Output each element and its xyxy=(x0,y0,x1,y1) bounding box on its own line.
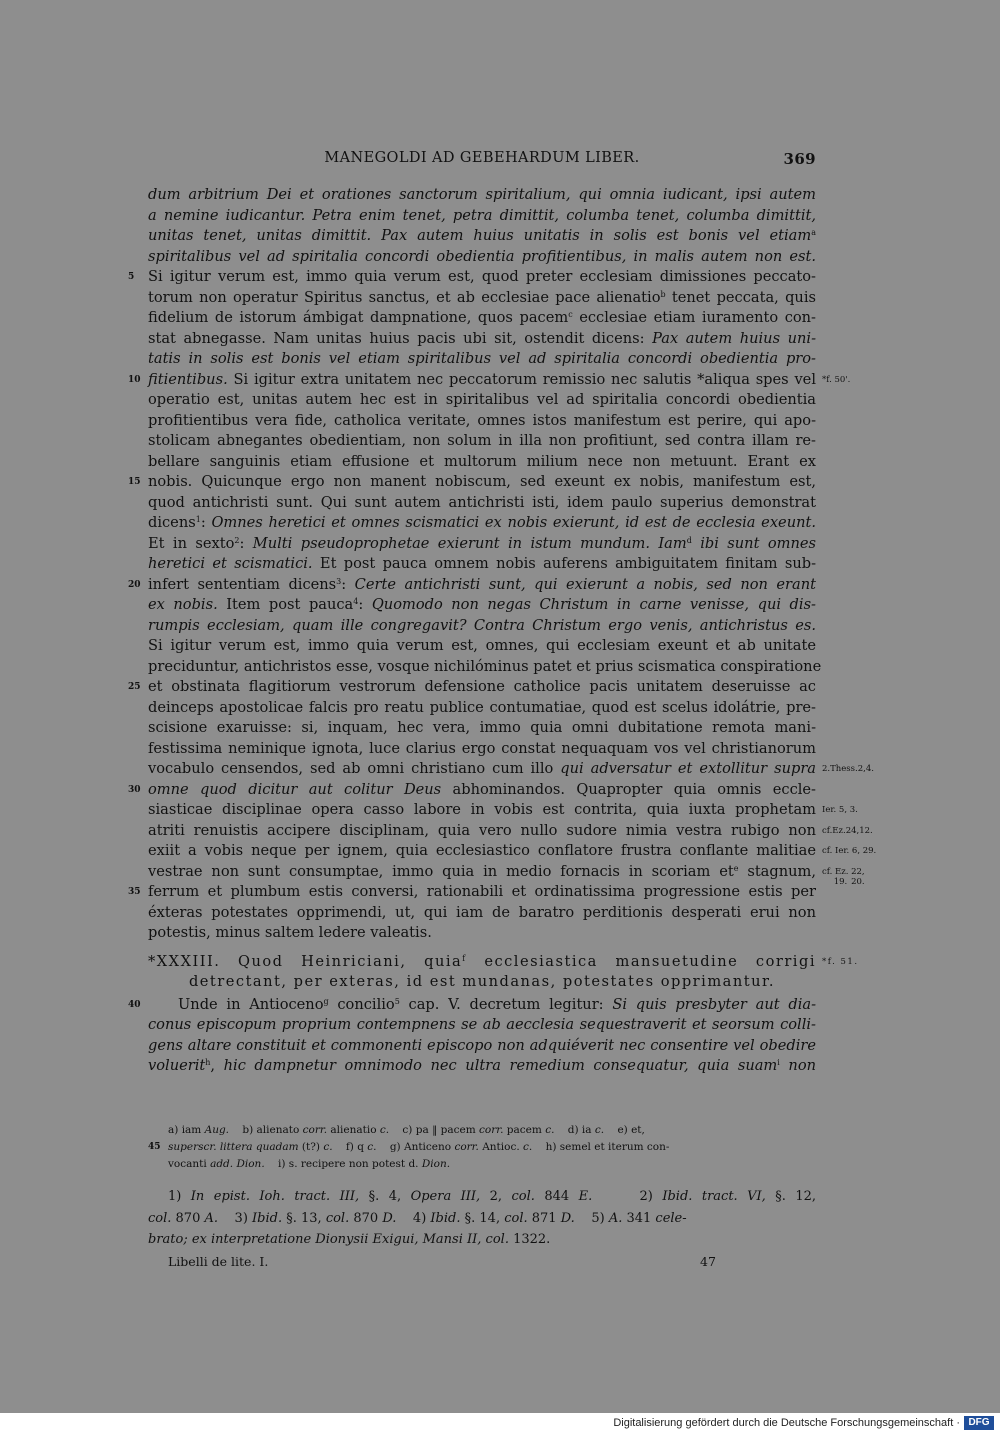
line-text: nobis. Quicunque ergo non manent nobiscum, sed exeunt ex nobis, manifestum est, xyxy=(148,473,816,490)
apparatus-line xyxy=(168,1122,816,1139)
apparatus-line xyxy=(168,1156,816,1173)
text-line xyxy=(148,821,873,842)
line-text: ex nobis. Item post pauca$^4$: Quomodo non negas Christum in carne venisse, qui dis- xyxy=(148,596,816,613)
running-title: MANEGOLDI AD GEBEHARDUM LIBER. xyxy=(324,150,640,166)
line-text: detrectant, per exteras, id est mundanas, potestates opprimantur. xyxy=(188,973,776,990)
line-text: brato; ex interpretatione Dionysii Exigui, Mansi II, col. 1322. xyxy=(148,1232,551,1247)
margin-reference: *f. 50'. xyxy=(822,374,851,385)
signature-number: 47 xyxy=(700,1254,716,1269)
text-line xyxy=(128,780,816,801)
line-number: 10 xyxy=(128,374,141,385)
line-text: deinceps apostolicae falcis pro reatu publice contumatiae, quod est scelus idolátrie, pre- xyxy=(148,698,816,716)
page-number: 369 xyxy=(783,150,816,168)
line-text: unitas tenet, unitas dimittit. Pax autem huius unitatis in solis est bonis vel etiam$^a$ xyxy=(148,227,816,244)
line-text: Et in sexto$^2$: Multi pseudoprophetae exierunt in istum mundum. Iam$^d$ ibi sunt omnes xyxy=(148,534,816,552)
dfg-credit-text: Digitalisierung gefördert durch die Deutsche Forschungsgemeinschaft · xyxy=(613,1417,960,1429)
heading-line xyxy=(148,952,859,973)
footnote-line xyxy=(148,1208,816,1230)
line-text: 1) In epist. Ioh. tract. III, §. 4, Opera III, 2, col. 844 E. 2) Ibid. tract. VI, §. 12, xyxy=(168,1189,817,1204)
text-line xyxy=(148,452,816,473)
text-block-2 xyxy=(128,995,817,1077)
text-line xyxy=(128,995,817,1016)
source-footnotes xyxy=(148,1186,816,1251)
footnote-line xyxy=(148,1186,816,1208)
line-text: a) iam Aug. b) alienato corr. alienatio c. c) pa ‖ pacem corr. pacem c. d) ia c. e) et, xyxy=(168,1124,645,1136)
text-line xyxy=(148,1015,816,1036)
line-text: potestis, minus saltem ledere valeatis. xyxy=(148,924,432,941)
line-text: ferrum et plumbum estis conversi, rationabili et ordinatissima progressione estis per xyxy=(148,883,816,900)
line-text: heretici et scismatici. Et post pauca omnem nobis auferens ambiguitatem finitam sub- xyxy=(148,555,816,572)
text-line xyxy=(148,923,816,944)
line-text: rumpis ecclesiam, quam ille congregavit? Contra Christum ergo venis, antichristus es. xyxy=(148,616,816,634)
line-text: gens altare constituit et commonenti episcopo non adquiéverit nec consentire vel obedire xyxy=(148,1036,816,1054)
line-text: Si igitur verum est, immo quia verum est, quod preter ecclesiam dimissiones peccato- xyxy=(148,268,816,285)
line-number: 25 xyxy=(128,682,141,692)
text-line xyxy=(148,841,877,862)
line-text: omne quod dicitur aut colitur Deus abhominandos. Quapropter quia omnis eccle- xyxy=(148,780,816,798)
line-text: scisione exaruisse: si, inquam, hec vera, immo quia omni dubitatione remota mani- xyxy=(148,719,816,736)
dfg-logo-icon: DFG xyxy=(964,1416,994,1430)
text-block-1 xyxy=(128,185,877,944)
text-line xyxy=(148,431,816,452)
line-text: siasticae disciplinae opera casso labore in vobis est contrita, quia iuxta prophetam xyxy=(148,801,816,818)
text-line xyxy=(148,185,816,206)
line-text: torum non operatur Spiritus sanctus, et ab ecclesiae pace alienatio$^b$ tenet peccata, quis xyxy=(148,288,816,306)
line-text: bellare sanguinis etiam effusione et multorum milium nece non metuunt. Erant ex xyxy=(148,452,816,470)
line-text: spiritalibus vel ad spiritalia concordi obedientia profitientibus, in malis autem non est. xyxy=(148,247,816,265)
line-text: vestrae non sunt consumptae, immo quia in medio fornacis in scoriam $et^e$ stagnum, xyxy=(148,862,816,880)
text-line xyxy=(128,677,816,698)
line-text: infert sententiam dicens$^3$: Certe antichristi sunt, qui exierunt a nobis, sed non erant xyxy=(148,575,816,593)
text-line xyxy=(148,862,865,887)
line-text: quod antichristi sunt. Qui sunt autem antichristi isti, idem paulo superius demonstrat xyxy=(148,493,816,511)
line-text: éxteras potestates opprimendi, ut, qui iam de baratro perditionis desperati erui non xyxy=(148,903,816,921)
line-text: stolicam abnegantes obedientiam, non solum in illa non profitiunt, sed contra illam re- xyxy=(148,432,816,449)
heading-line xyxy=(148,972,816,993)
margin-reference: cf. Ez. 22, 19. 20. xyxy=(822,866,865,887)
margin-reference: cf.Ez.24,12. xyxy=(822,825,873,836)
text-line xyxy=(148,554,816,575)
text-line xyxy=(148,903,816,924)
text-line xyxy=(148,636,816,657)
line-text: superscr. littera quadam (t?) c. f) q c. g) Anticeno corr. Antioc. c. h) semel et iterum con- xyxy=(168,1141,670,1153)
text-line xyxy=(148,349,816,370)
margin-reference: 2.Thess.2,4. xyxy=(822,764,874,774)
line-text: vocabulo censendos, sed ab omni christiano cum illo qui adversatur et extollitur supra xyxy=(148,760,816,777)
text-line xyxy=(148,1056,816,1077)
text-line xyxy=(148,247,816,268)
chapter-heading xyxy=(148,952,859,993)
main-text xyxy=(128,185,877,1077)
text-line xyxy=(148,513,816,534)
line-text: preciduntur, antichristos esse, vosque nichilóminus patet et prius scismatica conspiratione xyxy=(148,657,822,675)
line-number: 20 xyxy=(128,579,141,590)
line-number: 5 xyxy=(128,272,135,282)
text-line xyxy=(148,226,816,247)
line-text: *XXXIII. Quod Heinriciani, quia$^f$ ecclesiastica mansuetudine corrigi xyxy=(148,952,816,970)
line-number: 40 xyxy=(128,999,141,1010)
text-line xyxy=(148,308,816,329)
text-line xyxy=(148,1036,816,1057)
text-line xyxy=(148,206,816,227)
text-line xyxy=(148,595,816,616)
text-line xyxy=(148,718,816,739)
line-text: vocanti add. Dion. i) s. recipere non potest d. Dion. xyxy=(168,1158,451,1170)
line-text: a nemine iudicantur. Petra enim tenet, petra dimittit, columba tenet, columba dimittit, xyxy=(148,206,816,224)
text-line xyxy=(148,698,816,719)
line-text: Unde in Antioceno$^g$ concilio$^5$ cap. V. decretum legitur: Si quis presbyter aut dia- xyxy=(178,995,817,1013)
footnote-line xyxy=(148,1229,816,1251)
text-line xyxy=(148,534,816,555)
line-text: voluerit$^h$, hic dampnetur omnimodo nec ultra remedium consequatur, quia suam$^i$ non xyxy=(148,1057,817,1074)
text-line xyxy=(148,329,816,350)
line-number: 45 xyxy=(148,1142,161,1152)
text-line xyxy=(148,800,858,821)
line-text: fidelium de istorum ámbigat dampnatione, quos pacem$^c$ ecclesiae etiam iuramento con- xyxy=(148,309,816,326)
text-line xyxy=(148,288,816,309)
text-line xyxy=(148,739,816,760)
line-number: 30 xyxy=(128,784,141,795)
line-text: dicens$^1$: Omnes heretici et omnes scismatici ex nobis exierunt, id est de ecclesia exeunt. xyxy=(148,514,816,531)
line-text: fitientibus. Si igitur extra unitatem nec peccatorum remissio nec salutis *aliqua spes vel xyxy=(148,370,816,388)
text-line xyxy=(128,370,851,391)
text-line xyxy=(148,759,874,780)
line-text: col. 870 A. 3) Ibid. §. 13, col. 870 D. 4) Ibid. §. 14, col. 871 D. 5) A. 341 cele- xyxy=(148,1210,687,1226)
signature-title: Libelli de lite. I. xyxy=(168,1254,269,1269)
line-text: exiit a vobis neque per ignem, quia ecclesiastico conflatore frustra conflante malitiae xyxy=(148,842,816,859)
text-line xyxy=(128,575,816,596)
text-line xyxy=(148,411,816,432)
line-text: Si igitur verum est, immo quia verum est, omnes, qui ecclesiam exeunt et ab unitate xyxy=(148,637,816,654)
critical-apparatus xyxy=(148,1122,816,1173)
margin-reference: *f. 51. xyxy=(822,956,859,967)
dfg-footer-bar xyxy=(0,1413,1000,1434)
margin-reference: cf. Ier. 6, 29. xyxy=(822,846,877,856)
text-line xyxy=(148,616,816,637)
line-text: conus episcopum proprium contempnens se ab aecclesia sequestraverit et seorsum colli- xyxy=(148,1016,816,1033)
text-line xyxy=(148,493,816,514)
line-text: et obstinata flagitiorum vestrorum defensione catholice pacis unitatem deseruisse ac xyxy=(148,678,816,695)
margin-reference: Ier. 5, 3. xyxy=(822,805,858,815)
line-text: tatis in solis est bonis vel etiam spiritalibus vel ad spiritalia concordi obedientia pro- xyxy=(148,350,816,367)
line-text: festissima neminique ignota, luce clarius ergo constat nequaquam vos vel christianorum xyxy=(148,739,816,757)
text-line xyxy=(128,882,816,903)
text-line xyxy=(128,472,816,493)
line-number: 35 xyxy=(128,887,141,897)
text-line xyxy=(148,657,822,678)
line-text: atriti renuistis accipere disciplinam, quia vero nullo sudore nimia vestra rubigo non xyxy=(148,821,816,839)
text-line xyxy=(128,267,816,288)
line-text: profitientibus vera fide, catholica veritate, omnes istos manifestum est perire, qui apo- xyxy=(148,411,816,429)
line-text: operatio est, unitas autem hec est in spiritalibus vel ad spiritalia concordi obedientia xyxy=(148,391,816,408)
line-number: 15 xyxy=(128,477,141,487)
apparatus-line xyxy=(148,1139,816,1156)
text-line xyxy=(148,390,816,411)
line-text: stat abnegasse. Nam unitas huius pacis ubi sit, ostendit dicens: Pax autem huius uni- xyxy=(148,329,817,347)
line-text: dum arbitrium Dei et orationes sanctorum spiritalium, qui omnia iudicant, ipsi autem xyxy=(148,186,816,203)
